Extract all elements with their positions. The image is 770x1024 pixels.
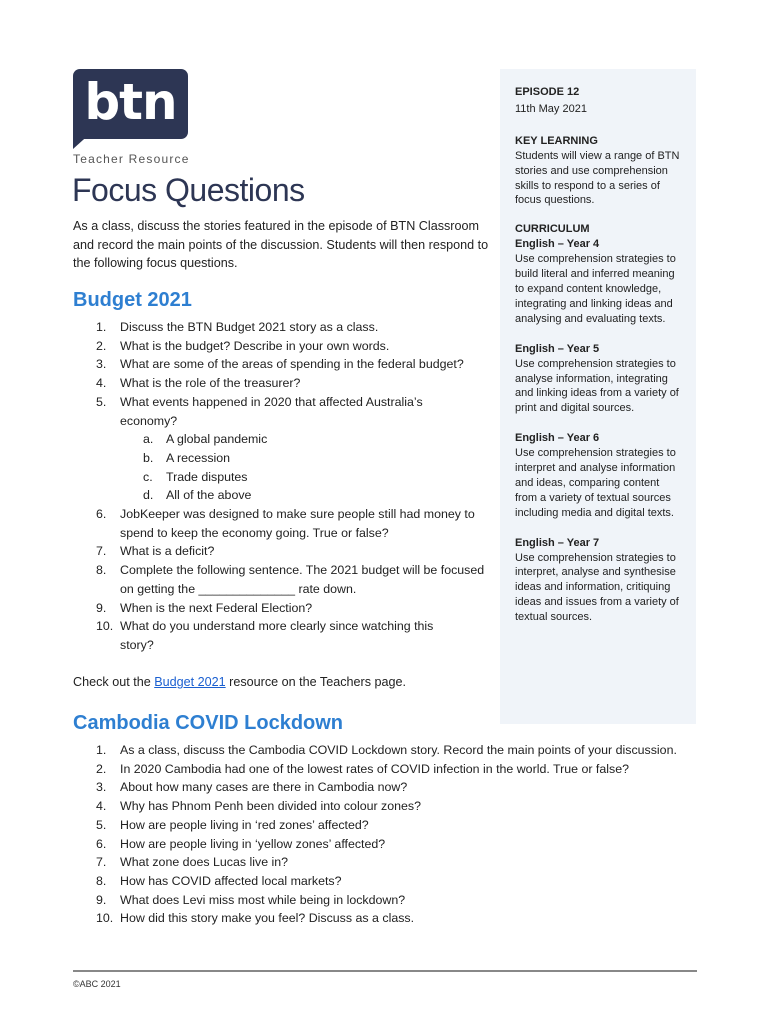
sub-option-list	[120, 430, 493, 505]
list-item: 1. As a class, discuss the Cambodia COVID Lockdown story. Record the main points of your discussion.	[96, 743, 677, 757]
curriculum-text-year-6: Use comprehension strategies to interpret and analyse information and ideas, comparing content from a variety of textual sources including media and digital texts.	[515, 447, 676, 519]
resource-label: Teacher Resource	[73, 152, 190, 166]
list-item: 10. What do you understand more clearly since watching this story?	[96, 619, 434, 652]
info-sidebar	[500, 69, 696, 724]
intro-paragraph: As a class, discuss the stories featured in the episode of BTN Classroom and record the main points of the discussion. Students will then respond to the following focus questions.	[73, 219, 489, 270]
list-item: 1. Discuss the BTN Budget 2021 story as a class.	[96, 320, 379, 334]
list-item: 4. Why has Phnom Penh been divided into colour zones?	[96, 799, 422, 814]
budget-heading: Budget 2021	[73, 289, 192, 311]
budget-question-list	[73, 318, 493, 655]
sub-option: a. A global pandemic	[143, 432, 268, 447]
logo-text: btn	[84, 73, 177, 131]
sub-option: d. All of the above	[143, 488, 252, 503]
cambodia-heading: Cambodia COVID Lockdown	[73, 712, 344, 734]
list-item: 2. What is the budget? Describe in your own words.	[96, 338, 390, 353]
list-item: 5. How are people living in ‘red zones’ affected?	[96, 817, 369, 832]
list-item: 3. About how many cases are there in Cambodia now?	[96, 780, 408, 795]
list-item: 2. In 2020 Cambodia had one of the lowest rates of COVID infection in the world. True or false?	[96, 761, 629, 776]
btn-logo	[73, 69, 188, 149]
curriculum-text-year-7: Use comprehension strategies to interpret, analyse and synthesise ideas and information, critiquing ideas and issues from a variety of textual sources.	[515, 551, 679, 624]
curriculum-year-5: English – Year 5	[515, 342, 600, 355]
list-item: 4. What is the role of the treasurer?	[96, 376, 301, 391]
curriculum-text-year-5: Use comprehension strategies to analyse information, integrating and linking ideas from a variety of print and digital sources.	[515, 357, 679, 415]
list-item: 10. How did this story make you feel? Discuss as a class.	[96, 911, 415, 926]
sub-option: c. Trade disputes	[143, 469, 248, 484]
curriculum-heading: CURRICULUM	[515, 223, 590, 236]
list-item: 3. What are some of the areas of spending in the federal budget?	[96, 357, 464, 372]
curriculum-year-7: English – Year 7	[515, 536, 600, 549]
episode-label: EPISODE 12	[515, 86, 580, 98]
key-learning-heading: KEY LEARNING	[515, 134, 598, 147]
page-title: Focus Questions	[72, 172, 305, 208]
list-item: 6. How are people living in ‘yellow zones’ affected?	[96, 836, 386, 851]
list-item: 8. How has COVID affected local markets?	[96, 873, 342, 888]
logo-bubble-tail	[73, 131, 93, 149]
episode-date: 11th May 2021	[515, 102, 587, 115]
list-item: 8. Complete the following sentence. The 2021 budget will be focused on getting the ______________ rate down.	[96, 563, 485, 596]
curriculum-text-year-4: Use comprehension strategies to build literal and inferred meaning to expand content knowledge, integrating and linking ideas and analysing and evaluating texts.	[515, 253, 676, 325]
curriculum-year-6: English – Year 6	[515, 432, 600, 445]
footer-divider	[73, 970, 697, 972]
list-item: 7. What zone does Lucas live in?	[96, 855, 289, 870]
footer-copyright: ©ABC 2021	[73, 979, 121, 989]
curriculum-year-4: English – Year 4	[515, 238, 600, 251]
key-learning-text: Students will view a range of BTN stories and use comprehension skills to respond to a series of focus questions.	[515, 149, 680, 207]
list-item: 5. What events happened in 2020 that affected Australia’s economy? a. A global pandemic b. A recession c. Trade disputes d. All of the above	[73, 393, 493, 505]
list-item: 7. What is a deficit?	[96, 544, 215, 559]
cambodia-question-list	[73, 741, 713, 928]
sub-option: b. A recession	[143, 450, 231, 465]
list-item: 6. JobKeeper was designed to make sure people still had money to spend to keep the economy going. True or false?	[96, 507, 475, 540]
budget-resource-link[interactable]: Budget 2021	[154, 675, 226, 689]
list-item: 9. When is the next Federal Election?	[96, 600, 313, 615]
list-item: 9. What does Levi miss most while being in lockdown?	[96, 892, 406, 907]
checkout-line: Check out the Budget 2021 resource on the Teachers page.	[73, 675, 407, 689]
